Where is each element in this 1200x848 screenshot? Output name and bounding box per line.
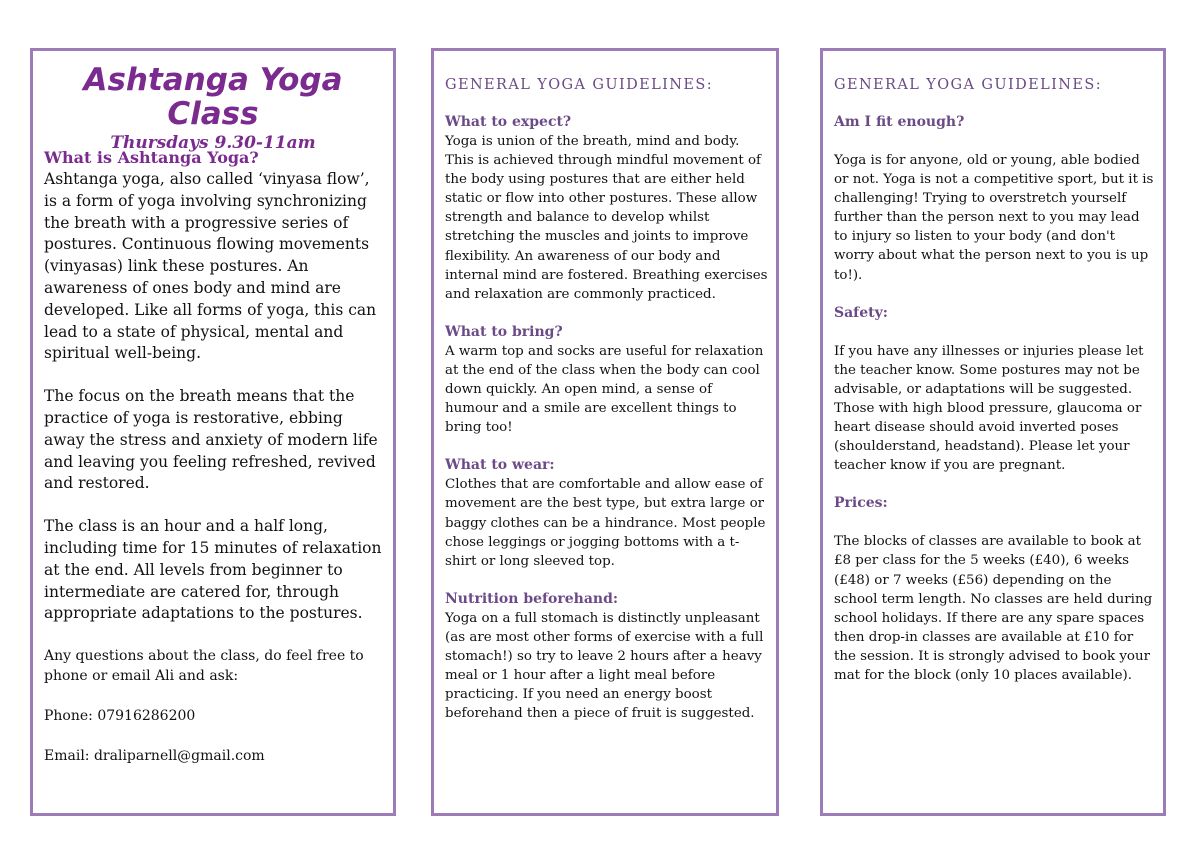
phone-text: Phone: 07916286200 — [44, 708, 196, 725]
intro-paragraph: Ashtanga yoga, also called ‘vinyasa flow’, is a form of yoga involving synchronizing the breath with a progressive series of postures. Continuous flowing movements (vinyasas) link these postures. An awareness of ones body and mind are developed. Like all forms of yoga, this can lead to a state of physical, mental and spiritual well-being. — [44, 170, 377, 363]
section-text: Yoga on a full stomach is distinctly unpleasant (as are most other forms of exercise with a full stomach!) so try to leave 2 hours after a heavy meal or 1 hour after a light meal before practicing. If you need an energy boost beforehand then a piece of fruit is suggested. — [445, 610, 764, 722]
section-title: Safety: — [834, 304, 888, 321]
email-text: Email: draliparnell@gmail.com — [44, 748, 265, 765]
what-is-heading: What is Ashtanga Yoga? — [44, 148, 259, 167]
guidelines-heading: GENERAL YOGA GUIDELINES: — [445, 77, 713, 93]
section-title: What to bring? — [445, 323, 563, 340]
section-text: Clothes that are comfortable and allow ease of movement are the best type, but extra large or baggy clothes can be a hindrance. Most people chose leggings or jogging bottoms with a t-shirt or long sleeved top. — [445, 477, 766, 569]
section-text: A warm top and socks are useful for relaxation at the end of the class when the body can cool down quickly. An open mind, a sense of humour and a smile are excellent things to bring too! — [445, 343, 764, 436]
class-info-body — [44, 147, 383, 786]
class-title: Ashtanga Yoga Class — [83, 62, 343, 133]
section-title: Nutrition beforehand: — [445, 590, 619, 607]
guidelines-panel-2 — [820, 48, 1166, 816]
section-text: Yoga is for anyone, old or young, able bodied or not. Yoga is not a competitive sport, but it is challenging! Trying to overstretch yourself further than the person next to you may lead to injury so listen to your body (and don't worry about what the person next to you is up to!). — [834, 153, 1154, 283]
class-schedule: Thursdays 9.30-11am — [110, 133, 316, 154]
section-text: If you have any illnesses or injuries please let the teacher know. Some postures may not be advisable, or adaptations will be suggested. Those with high blood pressure, glaucoma or heart disease should avoid inverted poses (shoulderstand, headstand). Please let your teacher know if you are pregnant. — [834, 343, 1144, 474]
questions-text: Any questions about the class, do feel free to phone or email Ali and ask: — [44, 648, 364, 685]
class-length-paragraph: The class is an hour and a half long, including time for 15 minutes of relaxation at the end. All levels from beginner to intermediate are catered for, through appropriate adaptations to the postures. — [44, 517, 382, 623]
section-title: Am I fit enough? — [834, 114, 965, 130]
section-text: The blocks of classes are available to book at £8 per class for the 5 weeks (£40), 6 weeks (£48) or 7 weeks (£56) depending on the school term length. No classes are held during school holidays. If there are any spare spaces then drop-in classes are available at £10 for the session. It is strongly advised to book your mat for the block (only 10 places available). — [834, 534, 1153, 683]
section-title: What to wear: — [445, 457, 555, 474]
guidelines-heading: GENERAL YOGA GUIDELINES: — [834, 77, 1102, 93]
guidelines-panel-1 — [431, 48, 779, 816]
section-title: Prices: — [834, 495, 888, 512]
class-info-panel — [30, 48, 396, 816]
section-title: What to expect? — [445, 114, 572, 130]
focus-paragraph: The focus on the breath means that the practice of yoga is restorative, ebbing away the stress and anxiety of modern life and leaving you feeling refreshed, revived and restored. — [44, 387, 378, 493]
section-text: Yoga is union of the breath, mind and body. This is achieved through mindful movement of the body using postures that are either held static or flow into other postures. These allow strength and balance to develop whilst stretching the muscles and joints to improve flexibility. An awareness of our body and internal mind are fostered. Breathing exercises and relaxation are commonly practiced. — [445, 134, 768, 302]
